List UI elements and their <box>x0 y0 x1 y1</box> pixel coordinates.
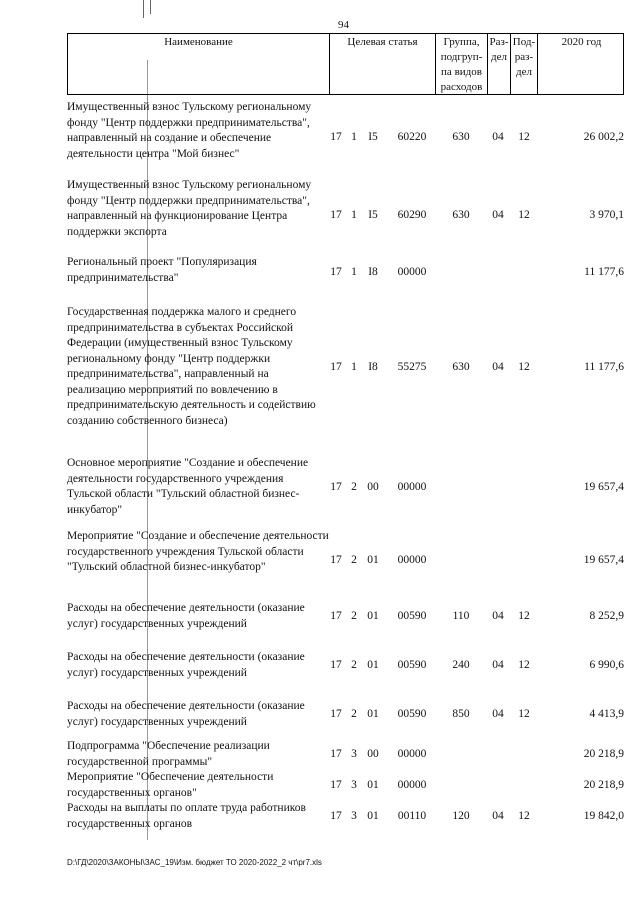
cell-subprogram: 3 <box>351 779 357 791</box>
cell-amount: 26 002,2 <box>583 131 624 143</box>
cell-project: 00 <box>367 481 379 493</box>
cell-subprogram: 3 <box>351 810 357 822</box>
cell-project: I8 <box>368 266 378 278</box>
cell-group: 110 <box>452 610 470 622</box>
cell-section: 04 <box>492 810 504 822</box>
cell-subprogram: 1 <box>351 131 357 143</box>
table-header <box>67 33 624 95</box>
page-number: 94 <box>338 19 349 31</box>
row-name: Расходы на обеспечение деятельности (оказание услуг) государственных учреждений <box>67 602 305 630</box>
cell-direction: 00590 <box>397 610 427 622</box>
cell-subsection: 12 <box>518 131 530 143</box>
header-name: Наименование <box>68 34 330 94</box>
cell-direction: 55275 <box>397 361 427 373</box>
cell-project: I8 <box>368 361 378 373</box>
cell-program: 17 <box>330 610 342 622</box>
cell-subprogram: 1 <box>351 361 357 373</box>
cell-project: 01 <box>367 708 379 720</box>
cell-subprogram: 3 <box>351 748 357 760</box>
cell-direction: 60290 <box>397 209 427 221</box>
cell-direction: 00000 <box>397 554 427 566</box>
cell-subprogram: 2 <box>351 554 357 566</box>
row-name: Расходы на обеспечение деятельности (оказание услуг) государственных учреждений <box>67 651 305 679</box>
table-row <box>67 178 624 255</box>
cell-amount: 20 218,9 <box>583 779 624 791</box>
cell-project: 01 <box>367 779 379 791</box>
cell-program: 17 <box>330 266 342 278</box>
cell-subprogram: 2 <box>351 481 357 493</box>
table-row <box>67 739 624 771</box>
cell-direction: 60220 <box>397 131 427 143</box>
cell-project: I5 <box>368 209 378 221</box>
cell-direction: 00000 <box>397 481 427 493</box>
row-name: Расходы на обеспечение деятельности (оказание услуг) государственных учреждений <box>67 700 305 728</box>
header-section: Раз-дел <box>488 34 511 94</box>
cell-direction: 00000 <box>397 779 427 791</box>
cell-group: 630 <box>452 209 470 221</box>
cell-direction: 00000 <box>397 748 427 760</box>
cell-amount: 19 842,0 <box>583 810 624 822</box>
cell-subsection: 12 <box>518 610 530 622</box>
row-name: Региональный проект "Популяризация предпринимательства" <box>67 256 257 284</box>
table-row <box>67 601 624 633</box>
row-name: Государственная поддержка малого и среднего предпринимательства в субъектах Российской Федерации (имущественный взнос Тульскому региональному фонду "Центр поддержки предпринимательства", направленный на реализацию мероприятий по вовлечению в предпринимательскую деятельность и содействию созданию собственного бизнеса) <box>67 306 316 427</box>
header-target: Целевая статья <box>330 34 436 94</box>
cell-section: 04 <box>492 708 504 720</box>
cell-program: 17 <box>330 708 342 720</box>
table-row <box>67 801 624 833</box>
cell-direction: 00000 <box>397 266 427 278</box>
cell-program: 17 <box>330 131 342 143</box>
cell-subprogram: 2 <box>351 659 357 671</box>
cell-program: 17 <box>330 209 342 221</box>
cell-amount: 11 177,6 <box>584 361 624 373</box>
cell-group: 850 <box>452 708 470 720</box>
cell-subprogram: 1 <box>351 209 357 221</box>
scan-mark-line <box>150 0 151 14</box>
cell-section: 04 <box>492 659 504 671</box>
cell-program: 17 <box>330 810 342 822</box>
row-name: Расходы на выплаты по оплате труда работников государственных органов <box>67 802 306 830</box>
header-group: Группа, подгруп-па видов расходов <box>436 34 488 94</box>
cell-subsection: 12 <box>518 361 530 373</box>
cell-subsection: 12 <box>518 708 530 720</box>
cell-direction: 00590 <box>397 659 427 671</box>
scan-mark-line <box>143 0 144 18</box>
cell-amount: 19 657,4 <box>583 554 624 566</box>
table-row <box>67 456 624 518</box>
cell-program: 17 <box>330 481 342 493</box>
cell-program: 17 <box>330 659 342 671</box>
cell-program: 17 <box>330 361 342 373</box>
cell-group: 240 <box>452 659 470 671</box>
cell-subprogram: 2 <box>351 708 357 720</box>
cell-amount: 20 218,9 <box>583 748 624 760</box>
cell-subsection: 12 <box>518 209 530 221</box>
cell-group: 630 <box>452 361 470 373</box>
cell-program: 17 <box>330 554 342 566</box>
cell-section: 04 <box>492 361 504 373</box>
row-name: Имущественный взнос Тульскому региональному фонду "Центр поддержки предпринимательства", направленный на создание и обеспечение деятельности центра "Мой бизнес" <box>67 101 312 160</box>
cell-amount: 3 970,1 <box>589 209 624 221</box>
table-row <box>67 529 624 591</box>
row-name: Мероприятие "Обеспечение деятельности государственных органов" <box>67 771 274 799</box>
table-row <box>67 305 624 435</box>
cell-amount: 6 990,6 <box>589 659 624 671</box>
row-name: Подпрограмма "Обеспечение реализации государственной программы" <box>67 740 270 768</box>
cell-amount: 19 657,4 <box>583 481 624 493</box>
cell-project: 01 <box>367 554 379 566</box>
table-row <box>67 699 624 731</box>
cell-section: 04 <box>492 610 504 622</box>
cell-group: 120 <box>452 810 470 822</box>
row-name: Имущественный взнос Тульскому региональному фонду "Центр поддержки предпринимательства", направленный на функционирование Центра поддержки экспорта <box>67 179 312 238</box>
cell-subprogram: 2 <box>351 610 357 622</box>
cell-subsection: 12 <box>518 810 530 822</box>
cell-project: I5 <box>368 131 378 143</box>
cell-project: 00 <box>367 748 379 760</box>
table-row <box>67 255 624 295</box>
cell-program: 17 <box>330 748 342 760</box>
cell-section: 04 <box>492 131 504 143</box>
file-path-footer: D:\ГД\2020\ЗАКОНЫ\ЗАС_19\Изм. бюджет ТО 2020-2022_2 чт\pr7.xls <box>67 858 322 867</box>
row-name: Мероприятие "Создание и обеспечение деятельности государственного учреждения Тульской области "Тульский областной бизнес-инкубатор" <box>67 530 329 573</box>
header-subsection: Под-раз-дел <box>511 34 538 94</box>
cell-project: 01 <box>367 810 379 822</box>
cell-subprogram: 1 <box>351 266 357 278</box>
cell-subsection: 12 <box>518 659 530 671</box>
cell-direction: 00110 <box>397 810 427 822</box>
cell-group: 630 <box>452 131 470 143</box>
table-row <box>67 100 624 177</box>
cell-amount: 8 252,9 <box>589 610 624 622</box>
cell-amount: 11 177,6 <box>584 266 624 278</box>
cell-direction: 00590 <box>397 708 427 720</box>
cell-project: 01 <box>367 659 379 671</box>
table-row <box>67 650 624 682</box>
cell-project: 01 <box>367 610 379 622</box>
row-name: Основное мероприятие "Создание и обеспечение деятельности государственного учреждения Тульской области "Тульский областной бизнес-инкубатор" <box>67 457 309 516</box>
cell-amount: 4 413,9 <box>589 708 624 720</box>
cell-section: 04 <box>492 209 504 221</box>
table-row <box>67 770 624 802</box>
cell-program: 17 <box>330 779 342 791</box>
header-year: 2020 год <box>561 36 602 48</box>
